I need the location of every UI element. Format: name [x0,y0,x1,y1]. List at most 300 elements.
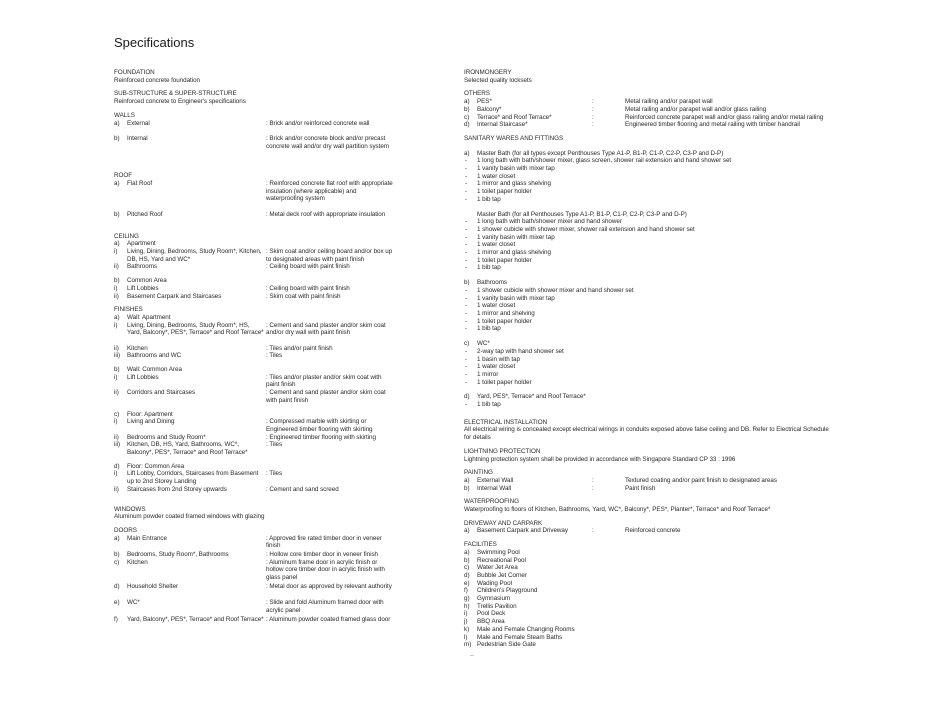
sub-label: Wall: Common Area [127,366,182,374]
item-label: Corridors and Staircases [127,389,196,397]
finishes-item [114,322,434,345]
item-index: a) [464,98,470,106]
item-index: ii) [114,389,119,397]
others-section [464,90,844,129]
dash-bullet: - [465,363,468,371]
sub-label: WC* [477,340,490,348]
others-item [464,114,844,122]
colon: : [592,121,594,129]
item-label: Kitchen [127,344,148,352]
footer-mark: -- [470,652,475,659]
foundation-section [114,69,434,84]
sanitary-bullet [464,241,844,249]
sanitary-bullet [464,371,844,379]
item-label: Basement Carpark and Staircases [127,292,222,300]
sanitary-bullet [464,257,844,265]
finishes-item [114,389,434,404]
walls-item [114,135,434,158]
item-label: Recreational Pool [477,556,526,564]
finishes-item [114,434,434,442]
doors-item [114,559,434,582]
doors-item [114,535,434,550]
finishes-item [114,470,434,485]
item-index: ii) [114,485,119,493]
item-value: : Aluminum powder coated framed glass door [266,616,394,624]
finishes-item [114,418,434,433]
item-value: Paint finish [625,484,656,492]
sub-label: Floor: Apartment [127,410,173,418]
roof-item [114,180,434,203]
dash-bullet: - [465,264,468,272]
ironmongery-text: Selected quality locksets [464,76,532,84]
bullet-text: 1 mirror and glass shelving [477,180,551,188]
bullet-text: 1 mirror [477,370,499,378]
item-label: Balcony* [477,105,502,113]
item-value: : Tiles and/or plaster and/or skim coat with paint finish [266,374,394,389]
colon: : [592,484,594,492]
finishes-group [114,314,434,322]
item-label: Pedestrian Side Gate [477,641,536,649]
doors-item [114,616,434,631]
sub-label: Master Bath (for all types except Penthouses Type A1-P, B1-P, C1-P, C2-P, C3-P and D-P) [477,149,724,157]
right-column [464,69,844,666]
item-label: External Wall [477,476,514,484]
ceiling-item [114,293,434,301]
sub-index: a) [114,240,120,248]
bullet-text: 1 bib tap [477,264,501,272]
item-index: k) [464,625,470,633]
item-index: f) [114,615,118,623]
sub-label: Floor: Common Area [127,462,185,470]
sanitary-group [464,393,844,401]
dash-bullet: - [465,188,468,196]
item-label: Living, Dining, Bedrooms, Study Room*, HS, Yard, Balcony*, PES*, Terrace* and Roof Terrace* [127,321,264,337]
facility-item [464,618,844,626]
sanitary-bullet [464,249,844,257]
item-label: Internal Staircase* [477,121,528,129]
finishes-group [114,366,434,374]
item-value: : Brick and/or reinforced concrete wall [266,120,394,128]
item-index: i) [114,284,118,292]
facility-item [464,641,844,649]
item-value: : Cement and sand plaster and/or skim coat with paint finish [266,389,394,404]
waterproofing-section [464,498,844,513]
item-value: Metal railing and/or parapet wall and/or glass railing [625,105,767,113]
dash-bullet: - [465,233,468,241]
bullet-text: 1 toilet paper holder [477,188,532,196]
dash-bullet: - [465,370,468,378]
lightning-text: Lightning protection system shall be provided in accordance with Singapore Standard CP 33 : 1996 [464,455,736,463]
dash-bullet: - [465,355,468,363]
item-index: m) [464,641,472,649]
item-value: : Brick and/or concrete block and/or precast concrete wall and/or dry wall partition system [266,135,394,150]
item-label: Gymnasium [477,595,511,603]
substructure-text: Reinforced concrete to Engineer's specifications [114,98,246,106]
doors-item [114,551,434,559]
item-label: Bathrooms and WC [127,352,182,360]
bullet-text: 1 bib tap [477,325,501,333]
item-label: Living and Dining [127,418,175,426]
bullet-text: 1 toilet paper holder [477,256,532,264]
sanitary-group [464,279,844,287]
item-value: : Ceiling board with paint finish [266,285,394,293]
painting-heading: PAINTING [464,469,493,477]
sanitary-bullet [464,363,844,371]
item-index: b) [114,135,120,143]
sanitary-bullet [464,264,844,272]
item-label: Trellis Pavilion [477,602,517,610]
finishes-item [114,441,434,456]
bullet-text: 1 water closet [477,363,516,371]
item-index: ii) [114,344,119,352]
item-index: b) [114,210,120,218]
sanitary-group [464,340,844,348]
item-index: i) [464,610,468,618]
item-index: b) [114,551,120,559]
sub-index: c) [114,410,120,418]
colon: : [592,527,594,535]
walls-section [114,112,434,158]
roof-item [114,211,434,219]
foundation-text: Reinforced concrete foundation [114,76,201,84]
item-index: f) [464,587,468,595]
dash-bullet: - [465,325,468,333]
item-value: : Metal door as approved by relevant authority [266,583,394,591]
sanitary-bullet [464,325,844,333]
item-label: Bathrooms [127,263,157,271]
item-label: Staircases from 2nd Storey upwards [127,485,227,493]
bullet-text: 1 long bath with bath/shower mixer and hand shower [477,218,622,226]
dash-bullet: - [465,401,468,409]
sanitary-bullet [464,218,844,226]
sub-index: d) [464,393,470,401]
item-value: : Tiles [266,441,394,449]
facility-item [464,549,844,557]
item-index: iii) [114,352,121,360]
item-index: a) [464,527,470,535]
item-label: Terrace* and Roof Terrace* [477,113,552,121]
facility-item [464,557,844,565]
bullet-text: 1 water closet [477,172,516,180]
item-value: : Tiles [266,470,394,478]
sanitary-bullet [464,188,844,196]
walls-item [114,120,434,128]
sanitary-bullet [464,173,844,181]
item-index: i) [114,248,118,256]
bullet-text: 1 bib tap [477,195,501,203]
roof-heading: ROOF [114,172,132,180]
walls-heading: WALLS [114,111,135,119]
dash-bullet: - [465,302,468,310]
item-index: h) [464,602,470,610]
sanitary-bullet [464,401,844,409]
doors-item [114,599,434,614]
others-item [464,121,844,129]
item-index: b) [464,556,470,564]
bullet-text: 1 vanity basin with mixer tap [477,294,555,302]
ceiling-heading: CEILING [114,232,139,240]
sub-index: b) [464,279,470,287]
item-label: Bedrooms and Study Room* [127,433,206,441]
item-index: a) [464,476,470,484]
windows-heading: WINDOWS [114,505,146,513]
item-label: Swimming Pool [477,548,520,556]
dash-bullet: - [465,249,468,257]
facility-item [464,580,844,588]
dash-bullet: - [465,172,468,180]
colon: : [592,113,594,121]
item-label: Children's Playground [477,587,538,595]
ceiling-group [114,277,434,285]
bullet-text: 1 water closet [477,241,516,249]
item-value: : Hollow core timber door in veneer finish [266,551,394,559]
painting-item [464,477,844,485]
item-index: c) [114,558,120,566]
bullet-text: 2-way tap with hand shower set [477,347,564,355]
facility-item [464,595,844,603]
substructure-heading: SUB-STRUCTURE & SUPER-STRUCTURE [114,90,237,98]
item-value: : Tiles and/or paint finish [266,345,394,353]
item-value: : Ceiling board with paint finish [266,263,394,271]
facility-item [464,634,844,642]
finishes-item [114,486,434,494]
item-index: b) [464,105,470,113]
bullet-text: 1 mirror and glass shelving [477,249,551,257]
item-index: ii) [114,292,119,300]
item-label: Main Entrance [127,534,167,542]
sanitary-bullet [464,348,844,356]
sub-index: b) [114,277,120,285]
item-index: c) [464,113,470,121]
item-index: i) [114,373,118,381]
item-index: d) [114,582,120,590]
dash-bullet: - [465,286,468,294]
dash-bullet: - [465,165,468,173]
foundation-heading: FOUNDATION [114,69,155,76]
windows-text: Aluminum powder coated framed windows with glazing [114,513,265,521]
sanitary-bullet [464,295,844,303]
windows-section [114,506,434,521]
item-value: : Cement and sand plaster and/or skim coat and/or dry wall with paint finish [266,322,394,337]
item-index: j) [464,618,468,626]
item-label: Internal [127,135,148,143]
item-label: Water Jet Area [477,564,518,572]
sanitary-bullet [464,302,844,310]
item-label: Wading Pool [477,579,512,587]
bullet-text: 1 long bath with bath/shower mixer, glass screen, shower rail extension and hand shower set [477,157,732,165]
item-label: Bedrooms, Study Room*, Bathrooms [127,551,229,559]
sanitary-bullet [464,356,844,364]
dash-bullet: - [465,157,468,165]
bullet-text: 1 mirror and shelving [477,309,535,317]
item-label: Living, Dining, Bedrooms, Study Room*, Kitchen, DB, HS, Yard and WC* [127,248,262,263]
facility-item [464,603,844,611]
sanitary-group [464,211,844,219]
item-value: : Skim coat with paint finish [266,293,394,301]
item-index: g) [464,595,470,603]
sanitary-bullet [464,165,844,173]
lightning-heading: LIGHTNING PROTECTION [464,447,541,455]
facility-item [464,572,844,580]
sanitary-bullet [464,379,844,387]
item-index: c) [464,564,470,572]
sanitary-bullet [464,180,844,188]
bullet-text: 1 toilet paper holder [477,317,532,325]
item-value: Metal railing and/or parapet wall [625,98,713,106]
driveway-section [464,520,844,535]
item-value: : Metal deck roof with appropriate insulation [266,211,394,219]
item-value: Textured coating and/or paint finish to designated areas [625,476,777,484]
electrical-text: All electrical wiring is concealed except electrical wirings in conduits exposed above false ceiling and DB. Refer to Electrical Schedule for details [464,426,829,442]
bullet-text: 1 basin with tap [477,355,520,363]
finishes-item [114,352,434,360]
sanitary-bullet [464,157,844,165]
item-label: Male and Female Steam Baths [477,633,563,641]
item-value: : Slide and fold Aluminum framed door with acrylic panel [266,599,394,614]
bullet-text: 1 vanity basin with mixer tap [477,165,555,173]
item-label: Lift Lobbies [127,284,159,292]
item-label: Yard, Balcony*, PES*, Terrace* and Roof Terrace* [127,615,264,623]
item-index: a) [114,179,120,187]
finishes-item [114,345,434,353]
item-label: Internal Wall [477,484,512,492]
finishes-section [114,306,434,493]
others-item [464,106,844,114]
dash-bullet: - [465,218,468,226]
item-value: Reinforced concrete parapet wall and/or glass railing and/or metal railing [625,113,824,121]
ironmongery-section [464,69,844,84]
dash-bullet: - [465,378,468,386]
finishes-group [114,463,434,471]
bullet-text: 1 vanity basin with mixer tap [477,233,555,241]
sanitary-section [464,135,844,409]
sub-label: Master Bath (for all Penthouses Type A1-P, B1-P, C1-P, C2-P, C3-P and D-P) [477,210,687,218]
waterproofing-text: Waterproofing to floors of Kitchen, Bathrooms, Yard, WC*, Balcony*, PES*, Planter*, Terrace* and Roof Terrace* [464,506,771,514]
item-index: e) [464,579,470,587]
finishes-group [114,411,434,419]
item-value: : Tiles [266,352,394,360]
item-label: Basement Carpark and Driveway [477,527,568,535]
sub-label: Bathrooms [477,279,507,287]
item-label: Pitched Roof [127,210,163,218]
item-index: ii) [114,433,119,441]
item-label: PES* [477,98,492,106]
facility-item [464,587,844,595]
ceiling-item [114,248,434,263]
dash-bullet: - [465,241,468,249]
item-index: l) [464,633,468,641]
sub-label: Common Area [127,277,167,285]
roof-section [114,172,434,218]
item-index: b) [464,484,470,492]
sub-label: Wall: Apartment [127,313,171,321]
dash-bullet: - [465,180,468,188]
sub-label: Apartment [127,240,156,248]
sub-label: Yard, PES*, Terrace* and Roof Terrace* [477,393,586,401]
facilities-heading: FACILITIES [464,541,497,549]
dash-bullet: - [465,294,468,302]
facility-item [464,626,844,634]
finishes-heading: FINISHES [114,306,143,314]
item-index: a) [464,548,470,556]
item-index: i) [114,418,118,426]
item-value: : Engineered timber flooring with skirting [266,434,394,442]
page-title: Specifications [114,35,195,50]
item-label: Male and Female Changing Rooms [477,625,575,633]
driveway-heading: DRIVEWAY AND CARPARK [464,519,543,527]
sanitary-heading: SANITARY WARES AND FITTINGS [464,134,564,142]
item-label: WC* [127,599,140,607]
item-value: : Aluminum frame door in acrylic finish or hollow core timber door in acrylic finish with glass panel [266,559,394,582]
bullet-text: 1 shower cubicle with shower mixer, shower rail extension and hand shower set [477,225,695,233]
finishes-item [114,374,434,389]
item-index: d) [464,121,470,129]
electrical-heading: ELECTRICAL INSTALLATION [464,418,548,426]
dash-bullet: - [465,195,468,203]
item-label: Lift Lobby, Corridors, Staircases from Basement up to 2nd Storey Landing [127,470,259,486]
bullet-text: 1 toilet paper holder [477,378,532,386]
item-label: Kitchen [127,558,148,566]
doors-section [114,527,434,631]
dash-bullet: - [465,225,468,233]
item-index: iii) [114,441,121,449]
sub-index: d) [114,462,120,470]
item-index: i) [114,470,118,478]
painting-section [464,469,844,492]
ceiling-section [114,233,434,301]
sub-index: c) [464,340,470,348]
item-label: BBQ Area [477,618,505,626]
item-index: i) [114,321,118,329]
item-index: a) [114,119,120,127]
bullet-text: 1 water closet [477,302,516,310]
bullet-text: 1 shower cubicle with shower mixer and hand shower set [477,286,634,294]
ironmongery-heading: IRONMONGERY [464,69,512,76]
item-label: External [127,119,150,127]
sub-index: a) [464,149,470,157]
item-value: Reinforced concrete [625,527,681,535]
facility-item [464,610,844,618]
colon: : [592,105,594,113]
others-item [464,98,844,106]
lightning-section [464,448,844,463]
item-label: Pool Deck [477,610,506,618]
electrical-section [464,419,844,442]
item-index: e) [114,599,120,607]
left-column [114,69,434,637]
item-value: : Compressed marble with skirting or Engineered timber flooring with skirting [266,418,394,433]
sub-index: a) [114,313,120,321]
item-value: : Approved fire rated timber door in veneer finish [266,535,394,550]
sanitary-bullet [464,287,844,295]
sanitary-bullet [464,310,844,318]
item-index: ii) [114,263,119,271]
sanitary-bullet [464,318,844,326]
bullet-text: 1 bib tap [477,401,501,409]
item-label: Bubble Jet Corner [477,571,527,579]
item-value: Engineered timber flooring and metal railing with timber handrail [625,121,800,129]
sub-index: b) [114,366,120,374]
painting-item [464,485,844,493]
doors-heading: DOORS [114,526,137,534]
item-value: : Skim coat and/or ceiling board and/or box up to designated areas with paint finish [266,248,394,263]
ceiling-item [114,285,434,293]
substructure-section [114,90,434,105]
colon: : [592,476,594,484]
driveway-item [464,527,844,535]
item-value: : Cement and sand screed [266,486,394,494]
others-heading: OTHERS [464,90,490,98]
